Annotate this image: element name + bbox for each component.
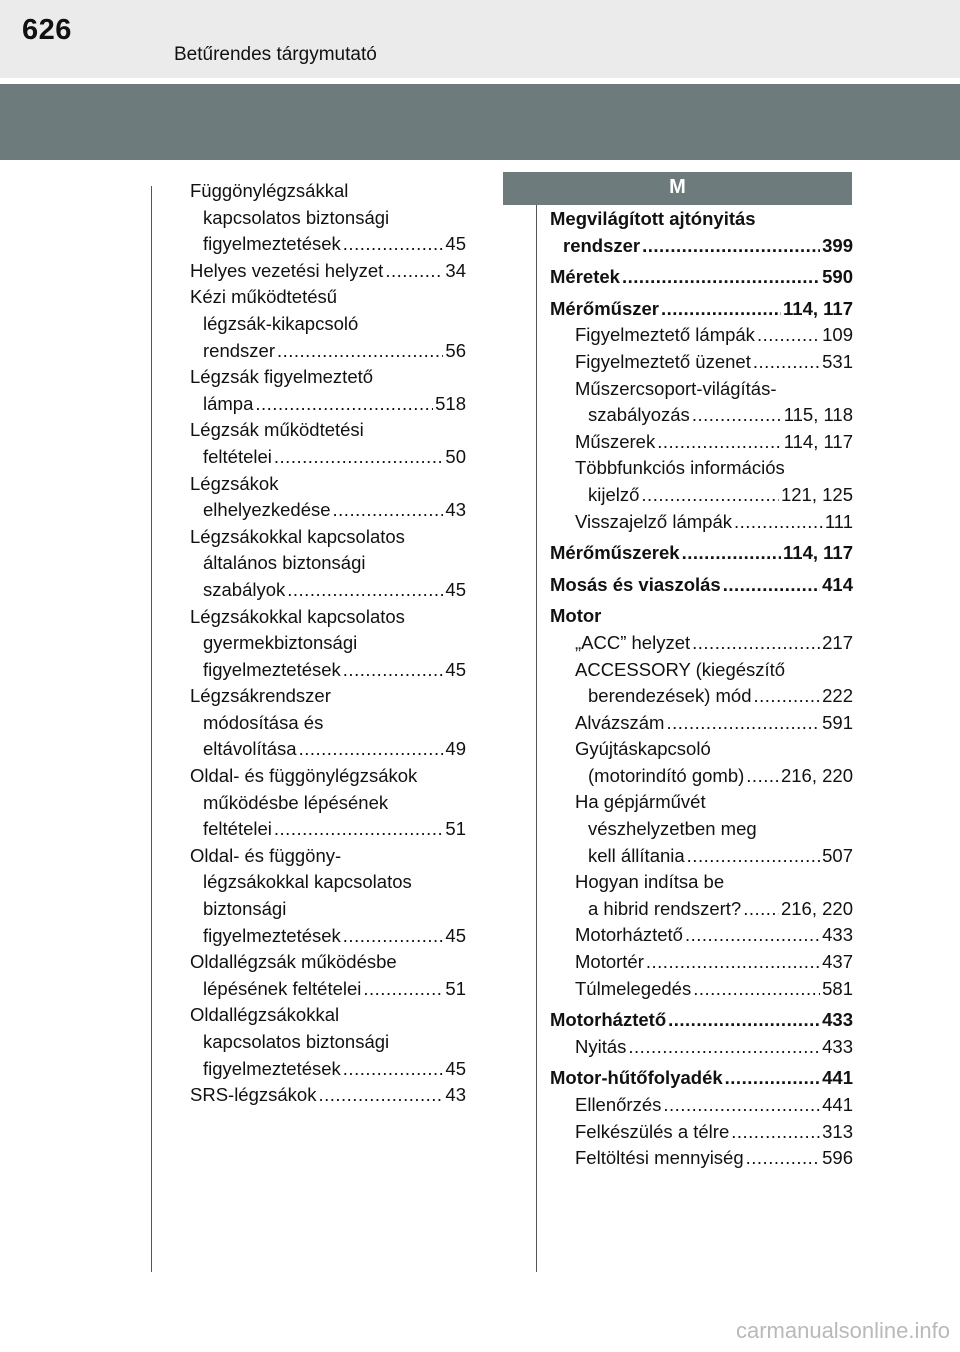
index-entry-text: Oldallégzsákokkal — [190, 1004, 340, 1026]
dot-leader — [734, 509, 823, 536]
index-entry — [190, 471, 466, 498]
index-entry-page: 414 — [822, 573, 853, 595]
index-entry — [550, 1092, 853, 1119]
index-entry — [190, 178, 466, 205]
index-entry — [550, 349, 853, 376]
index-entry-page: 114, 117 — [783, 297, 853, 319]
index-entry-text: vészhelyzetben meg — [588, 818, 757, 840]
index-entry — [550, 509, 853, 536]
index-entry-text: Kézi működtetésű — [190, 286, 338, 308]
dot-leader — [343, 1056, 444, 1083]
index-entry — [190, 284, 466, 311]
dot-leader — [666, 710, 820, 737]
index-entry-text: Oldallégzsák működésbe — [190, 951, 397, 973]
index-entry-page: 399 — [822, 234, 853, 256]
index-entry-text: módosítása és — [203, 711, 324, 733]
index-entry — [190, 1082, 466, 1109]
index-entry — [550, 736, 853, 763]
index-entry — [550, 1065, 853, 1092]
index-entry-page: 433 — [822, 1035, 853, 1057]
index-entry — [550, 843, 853, 870]
index-entry — [190, 444, 466, 471]
index-entry-text: Függönylégzsákkal — [190, 180, 349, 201]
index-entry — [190, 417, 466, 444]
index-entry-page: 51 — [445, 977, 466, 999]
index-entry-text: rendszer — [563, 234, 641, 256]
index-entry — [190, 630, 466, 657]
index-entry-page: 518 — [435, 392, 466, 414]
index-entry-text: lámpa — [203, 392, 254, 414]
index-entry-text: eltávolítása — [203, 738, 297, 760]
index-entry-text: a hibrid rendszert? — [588, 897, 742, 919]
index-entry — [190, 843, 466, 870]
dot-leader — [746, 763, 779, 790]
index-entry-text: kell állítania — [588, 844, 685, 866]
index-entry-text: feltételei — [203, 445, 272, 467]
index-entry — [550, 789, 853, 816]
index-entry — [550, 1145, 853, 1172]
index-entry-text: „ACC” helyzet — [575, 631, 691, 653]
dot-leader — [277, 338, 443, 365]
index-entry-text: Mérőműszerek — [550, 542, 680, 564]
index-entry — [550, 710, 853, 737]
dot-leader — [646, 949, 820, 976]
dot-leader — [685, 922, 820, 949]
index-entry-text: Oldal- és függönylégzsákok — [190, 765, 418, 787]
index-entry — [190, 391, 466, 418]
index-entry-text: Túlmelegedés — [575, 977, 692, 999]
index-entry-page: 45 — [445, 1057, 466, 1079]
index-entry-text: berendezések) mód — [588, 685, 752, 707]
index-entry-text: Ellenőrzés — [575, 1094, 662, 1115]
index-entry-page: 114, 117 — [783, 430, 853, 452]
dot-leader — [757, 322, 820, 349]
index-entry-page: 56 — [445, 339, 466, 361]
index-entry — [550, 482, 853, 509]
index-entry-text: biztonsági — [203, 898, 287, 920]
dot-leader — [287, 577, 443, 604]
index-entry-text: Felkészülés a télre — [575, 1120, 730, 1142]
index-entry — [190, 577, 466, 604]
index-entry-page: 115, 118 — [783, 404, 853, 426]
index-entry-page: 45 — [445, 233, 466, 255]
index-entry-text: Oldal- és függöny- — [190, 844, 342, 866]
index-entry-page: 590 — [822, 266, 853, 288]
index-entry-text: Motor-hűtőfolyadék — [550, 1067, 723, 1089]
index-entry-text: általános biztonsági — [203, 552, 366, 574]
index-entry-page: 217 — [822, 631, 853, 653]
index-entry — [190, 763, 466, 790]
index-entry — [550, 206, 853, 233]
header-band — [0, 84, 960, 160]
index-entry-page: 437 — [822, 951, 853, 973]
page-number: 626 — [22, 14, 72, 46]
index-entry — [190, 683, 466, 710]
dot-leader — [318, 1082, 443, 1109]
dot-leader — [333, 497, 444, 524]
index-entry-page: 45 — [445, 924, 466, 946]
index-entry — [190, 976, 466, 1003]
index-entry — [190, 816, 466, 843]
dot-leader — [628, 1034, 820, 1061]
index-entry-page: 114, 117 — [783, 542, 853, 564]
index-entry — [190, 790, 466, 817]
index-entry — [550, 976, 853, 1003]
index-entry — [550, 603, 853, 630]
index-entry-text: Többfunkciós információs — [575, 457, 785, 479]
index-entry-page: 433 — [822, 1009, 853, 1031]
dot-leader — [641, 482, 779, 509]
index-entry-page: 581 — [822, 977, 853, 999]
index-column-right — [550, 206, 853, 1172]
index-entry-text: Műszerek — [575, 430, 656, 452]
index-entry-text: Légzsákok — [190, 472, 279, 494]
index-entry-text: Motorháztető — [575, 924, 683, 946]
index-entry-text: Légzsákokkal kapcsolatos — [190, 605, 405, 627]
dot-leader — [343, 231, 444, 258]
index-entry-text: feltételei — [203, 818, 272, 840]
index-entry-text: gyermekbiztonsági — [203, 632, 358, 654]
index-entry-page: 507 — [822, 844, 853, 866]
index-entry-text: Légzsák figyelmeztető — [190, 366, 374, 388]
dot-leader — [642, 233, 820, 260]
index-entry — [190, 736, 466, 763]
index-entry-text: Ha gépjárművét — [575, 791, 706, 813]
index-entry-text: Helyes vezetési helyzet — [190, 259, 384, 281]
index-entry-page: 111 — [824, 510, 853, 532]
index-entry-text: Mosás és viaszolás — [550, 573, 721, 595]
index-entry — [550, 264, 853, 291]
index-entry-page: 531 — [822, 350, 853, 372]
index-entry — [550, 896, 853, 923]
dot-leader — [343, 657, 444, 684]
dot-leader — [723, 572, 820, 599]
index-entry-text: Légzsákokkal kapcsolatos — [190, 525, 405, 547]
index-entry-text: Légzsák működtetési — [190, 419, 364, 441]
index-entry — [190, 949, 466, 976]
index-entry — [550, 922, 853, 949]
index-entry — [190, 869, 466, 896]
index-entry-text: Megvilágított ajtónyitás — [550, 208, 756, 229]
index-entry-page: 216, 220 — [780, 764, 853, 786]
index-entry-text: Nyitás — [575, 1035, 627, 1057]
index-entry-page: 43 — [445, 499, 466, 521]
index-entry-page: 43 — [445, 1084, 466, 1106]
index-entry-page: 50 — [445, 445, 466, 467]
index-entry — [550, 683, 853, 710]
index-entry — [550, 322, 853, 349]
dot-leader — [754, 683, 821, 710]
index-entry — [550, 949, 853, 976]
index-entry-page: 313 — [822, 1120, 853, 1142]
index-entry-text: figyelmeztetések — [203, 658, 341, 680]
index-column-left — [190, 178, 466, 1109]
index-entry-text: Figyelmeztető üzenet — [575, 350, 751, 372]
index-entry-text: SRS-légzsákok — [190, 1084, 317, 1106]
dot-leader — [363, 976, 443, 1003]
dot-leader — [385, 258, 443, 285]
dot-leader — [343, 923, 444, 950]
page-header — [0, 0, 960, 78]
dot-leader — [299, 736, 444, 763]
index-entry — [550, 816, 853, 843]
index-entry-page: 49 — [445, 738, 466, 760]
index-entry-text: Motor — [550, 605, 602, 627]
column-divider-right — [536, 186, 537, 1272]
index-entry — [190, 338, 466, 365]
index-entry — [550, 763, 853, 790]
index-entry — [550, 296, 853, 323]
index-entry — [550, 1034, 853, 1061]
index-entry-text: kapcsolatos biztonsági — [203, 206, 390, 228]
index-entry — [550, 869, 853, 896]
watermark: carmanualsonline.info — [735, 1318, 950, 1343]
index-entry — [550, 630, 853, 657]
index-entry — [550, 540, 853, 567]
index-entry-page: 109 — [822, 324, 853, 346]
index-entry — [190, 311, 466, 338]
index-entry — [190, 364, 466, 391]
index-entry-text: figyelmeztetések — [203, 1057, 341, 1079]
dot-leader — [687, 843, 820, 870]
index-entry — [550, 572, 853, 599]
index-entry-page: 222 — [822, 685, 853, 707]
index-entry — [190, 231, 466, 258]
index-entry-text: Mérőműszer — [550, 297, 659, 319]
index-entry-text: Alvázszám — [575, 711, 665, 733]
dot-leader — [663, 1092, 820, 1119]
index-entry-text: figyelmeztetések — [203, 233, 341, 255]
index-entry-text: működésbe lépésének — [203, 791, 389, 813]
index-entry-text: szabályozás — [588, 404, 690, 426]
index-entry — [190, 1002, 466, 1029]
dot-leader — [746, 1145, 820, 1172]
dot-leader — [255, 391, 433, 418]
index-entry-page: 441 — [822, 1067, 853, 1089]
index-entry — [550, 455, 853, 482]
index-entry-text: Méretek — [550, 266, 620, 288]
index-entry — [550, 376, 853, 403]
index-entry — [190, 710, 466, 737]
dot-leader — [668, 1007, 820, 1034]
index-entry-text: kapcsolatos biztonsági — [203, 1031, 390, 1052]
dot-leader — [693, 976, 820, 1003]
index-entry — [190, 550, 466, 577]
index-entry — [550, 429, 853, 456]
index-entry-page: 51 — [445, 818, 466, 840]
dot-leader — [682, 540, 781, 567]
index-entry-page: 591 — [822, 711, 853, 733]
index-entry — [190, 1056, 466, 1083]
index-entry — [190, 923, 466, 950]
dot-leader — [661, 296, 781, 323]
index-entry-text: kijelző — [588, 483, 640, 505]
index-entry-text: Motortér — [575, 951, 644, 973]
index-entry-text: Hogyan indítsa be — [575, 871, 725, 893]
index-entry-page: 121, 125 — [780, 483, 853, 505]
index-entry — [550, 233, 853, 260]
index-entry-page: 34 — [445, 259, 466, 281]
index-entry-text: Motorháztető — [550, 1009, 667, 1031]
index-entry — [190, 1029, 466, 1056]
index-entry-text: (motorindító gomb) — [588, 764, 745, 786]
index-entry-page: 596 — [822, 1147, 853, 1169]
index-entry-text: figyelmeztetések — [203, 924, 341, 946]
index-entry — [190, 524, 466, 551]
index-entry — [190, 497, 466, 524]
dot-leader — [657, 429, 782, 456]
index-entry-text: lépésének feltételei — [203, 977, 362, 999]
dot-leader — [731, 1119, 820, 1146]
dot-leader — [274, 444, 444, 471]
index-entry-page: 441 — [822, 1094, 853, 1115]
index-entry-text: Műszercsoport-világítás- — [575, 377, 777, 399]
section-letter-heading: M — [503, 172, 852, 205]
index-entry — [190, 258, 466, 285]
index-entry-text: Visszajelző lámpák — [575, 510, 732, 532]
index-entry — [190, 896, 466, 923]
index-entry — [190, 604, 466, 631]
index-entry-text: légzsák-kikapcsoló — [203, 312, 359, 334]
index-entry — [190, 205, 466, 232]
dot-leader — [753, 349, 820, 376]
index-entry-page: 216, 220 — [780, 897, 853, 919]
index-entry-text: elhelyezkedése — [203, 499, 331, 521]
index-entry-text: szabályok — [203, 578, 286, 600]
index-entry-text: Figyelmeztető lámpák — [575, 324, 755, 346]
dot-leader — [743, 896, 779, 923]
index-entry — [550, 402, 853, 429]
index-entry — [550, 1119, 853, 1146]
index-entry-text: Feltöltési mennyiség — [575, 1147, 744, 1169]
index-entry-page: 433 — [822, 924, 853, 946]
index-entry-text: Gyújtáskapcsoló — [575, 738, 711, 760]
index-entry-text: Légzsákrendszer — [190, 685, 331, 707]
dot-leader — [622, 264, 820, 291]
dot-leader — [725, 1065, 820, 1092]
index-entry — [190, 657, 466, 684]
column-divider-left — [151, 186, 152, 1272]
dot-leader — [692, 402, 782, 429]
index-entry — [550, 1007, 853, 1034]
index-entry — [550, 657, 853, 684]
index-entry-page: 45 — [445, 658, 466, 680]
index-entry-text: légzsákokkal kapcsolatos — [203, 871, 412, 893]
index-entry-text: rendszer — [203, 339, 275, 361]
index-entry-page: 45 — [445, 578, 466, 600]
dot-leader — [692, 630, 820, 657]
page-title: Betűrendes tárgymutató — [174, 44, 377, 65]
index-entry-text: ACCESSORY (kiegészítő — [575, 658, 786, 680]
dot-leader — [274, 816, 444, 843]
